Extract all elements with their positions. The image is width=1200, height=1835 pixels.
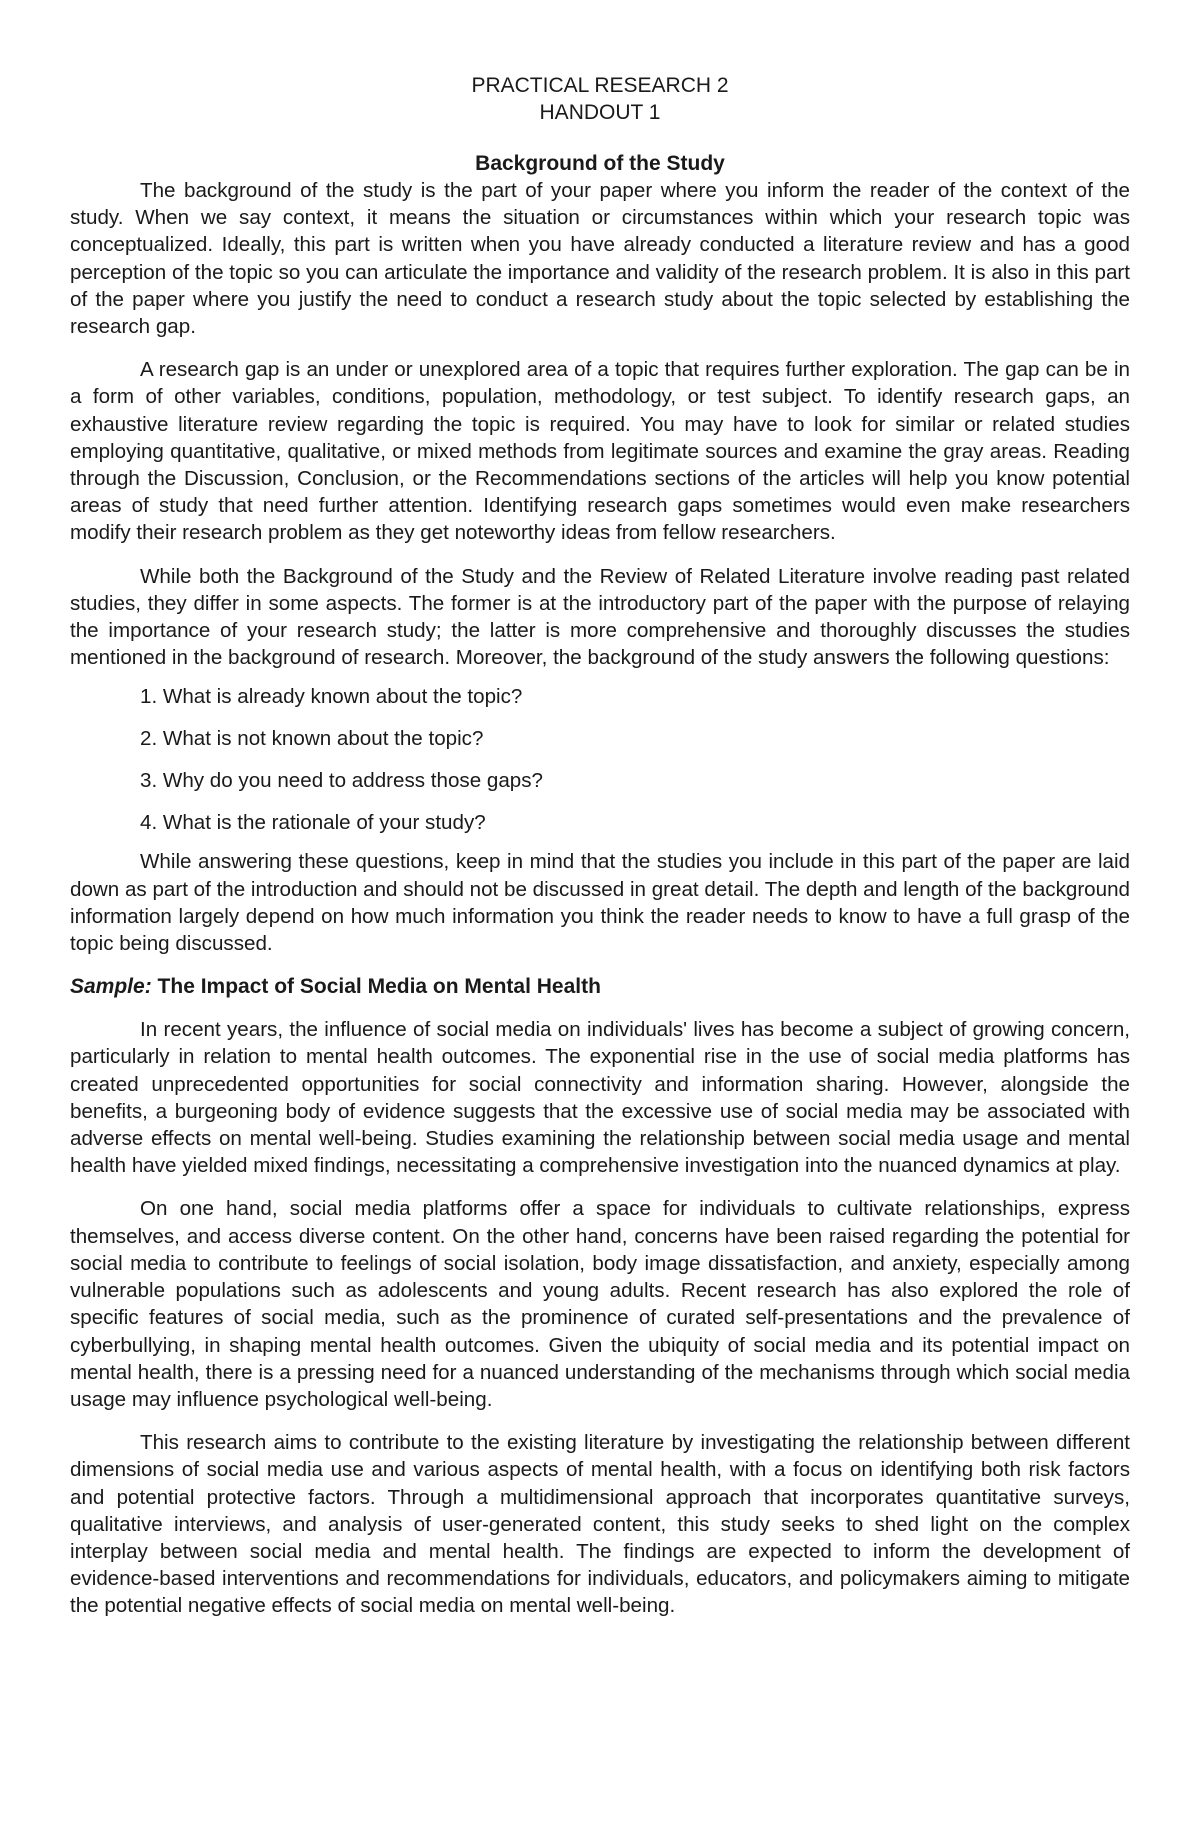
sample-paragraph: In recent years, the influence of social media on individuals' lives has become a subject of growing concern, particularly in relation to mental health outcomes. The exponential rise in the use of social media platforms has created unprecedented opportunities for social connectivity and information sharing. However, alongside the benefits, a burgeoning body of evidence suggests that the excessive use of social media may be associated with adverse effects on mental well-being. Studies examining the relationship between social media usage and mental health have yielded mixed findings, necessitating a comprehensive investigation into the nuanced dynamics at play. bbox=[70, 1018, 1130, 1178]
sample-body bbox=[70, 1016, 1130, 1619]
course-title: PRACTICAL RESEARCH 2 bbox=[471, 74, 729, 97]
question-item: 3. Why do you need to address those gaps? bbox=[140, 769, 543, 793]
closing-paragraph: While answering these questions, keep in mind that the studies you include in this part of the paper are laid down as part of the introduction and should not be discussed in great detail. The depth and length of the background information largely depend on how much information you think the reader needs to know to have a full grasp of the topic being discussed. bbox=[70, 850, 1130, 956]
question-item: 1. What is already known about the topic? bbox=[140, 685, 523, 709]
question-list bbox=[70, 683, 1130, 836]
handout-label: HANDOUT 1 bbox=[539, 101, 661, 124]
sample-heading bbox=[70, 973, 1130, 1000]
comparison-paragraph: While both the Background of the Study and the Review of Related Literature involve reading past related studies, they differ in some aspects. The former is at the introductory part of the paper with the purpose of relaying the importance of your research study; the latter is more comprehensive and thoroughly discusses the studies mentioned in the background of research. Moreover, the background of the study answers the following questions: bbox=[70, 564, 1130, 670]
research-gap-paragraph: A research gap is an under or unexplored area of a topic that requires further exploration. The gap can be in a form of other variables, conditions, population, methodology, or test subject. To identify research gaps, an exhaustive literature review regarding the topic is required. You may have to look for similar or related studies employing quantitative, qualitative, or mixed methods from legitimate sources and examine the gray areas. Reading through the Discussion, Conclusion, or the Recommendations sections of the articles will help you know potential areas of study that need further attention. Identifying research gaps sometimes would even make researchers modify their research problem as they get noteworthy ideas from fellow researchers. bbox=[70, 358, 1130, 545]
background-heading: Background of the Study bbox=[475, 152, 725, 175]
background-body bbox=[70, 177, 1130, 671]
question-item: 2. What is not known about the topic? bbox=[140, 727, 484, 751]
sample-label: Sample: bbox=[70, 975, 152, 999]
question-item: 4. What is the rationale of your study? bbox=[140, 811, 486, 835]
background-paragraph: The background of the study is the part of your paper where you inform the reader of the context of the study. When we say context, it means the situation or circumstances within which your research topic was conceptualized. Ideally, this part is written when you have already conducted a literature review and has a good perception of the topic so you can articulate the importance and validity of the research problem. It is also in this part of the paper where you justify the need to conduct a research study about the topic selected by establishing the research gap. bbox=[70, 179, 1130, 339]
sample-paragraph: This research aims to contribute to the existing literature by investigating the relationship between different dimensions of social media use and various aspects of mental health, with a focus on identifying both risk factors and potential protective factors. Through a multidimensional approach that incorporates quantitative surveys, qualitative interviews, and analysis of user-generated content, this study seeks to shed light on the complex interplay between social media and mental health. The findings are expected to inform the development of evidence-based interventions and recommendations for individuals, educators, and policymakers aiming to mitigate the potential negative effects of social media on mental well-being. bbox=[70, 1431, 1130, 1618]
handout-page bbox=[70, 72, 1130, 1620]
sample-paragraph: On one hand, social media platforms offer a space for individuals to cultivate relationships, express themselves, and access diverse content. On the other hand, concerns have been raised regarding the potential for social media to contribute to feelings of social isolation, body image dissatisfaction, and anxiety, especially among vulnerable populations such as adolescents and young adults. Recent research has also explored the role of specific features of social media, such as the prominence of curated self-presentations and the prevalence of cyberbullying, in shaping mental health outcomes. Given the ubiquity of social media and its potential impact on mental health, there is a pressing need for a nuanced understanding of the mechanisms through which social media usage may influence psychological well-being. bbox=[70, 1197, 1130, 1411]
sample-title: The Impact of Social Media on Mental Health bbox=[151, 975, 601, 999]
